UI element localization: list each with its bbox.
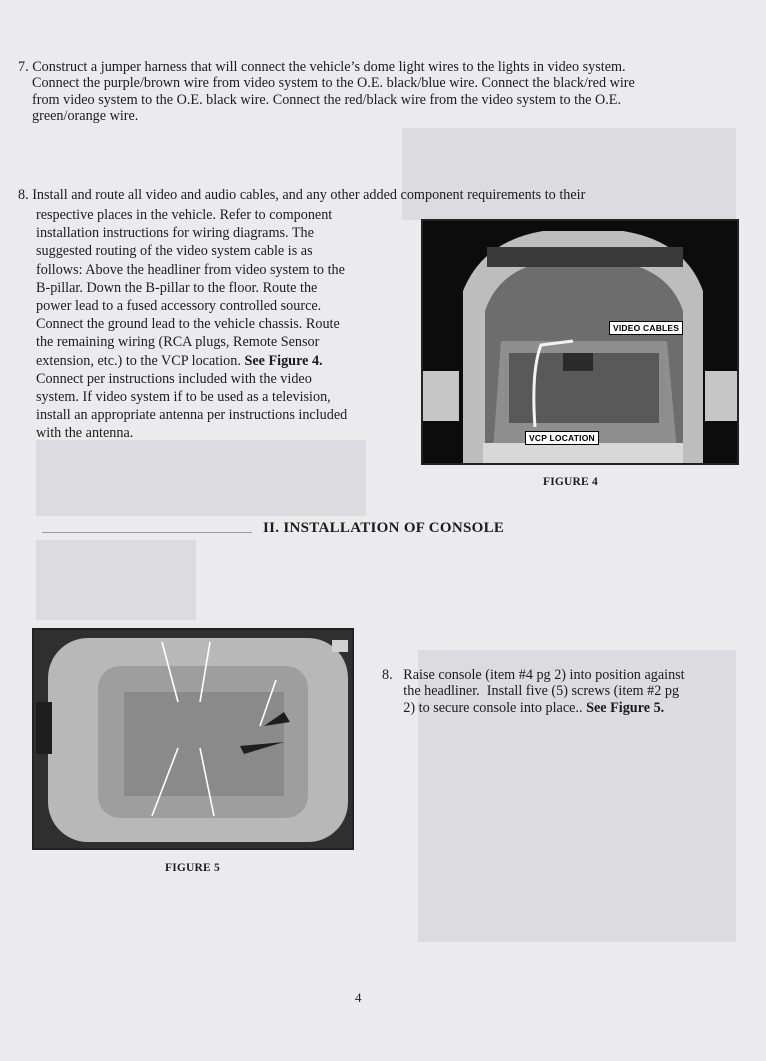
step-8-line: power lead to a fused accessory controlled source. [36, 298, 322, 315]
step-8-line: Connect the ground lead to the vehicle chassis. Route [36, 316, 340, 333]
step-8-line: install an appropriate antenna per instructions included [36, 407, 348, 424]
step-8-line: system. If video system if to be used as a television, [36, 389, 331, 406]
figure-4-reference: See Figure 4. [244, 352, 323, 369]
step-8-console-line: 8. Raise console (item #4 pg 2) into position against [382, 667, 685, 683]
step-8-console-line-text: 2) to secure console into place.. [382, 699, 587, 716]
step-8-line: installation instructions for wiring diagrams. The [36, 225, 314, 242]
step-8-line: Connect per instructions included with the video [36, 370, 312, 387]
section-title: II. INSTALLATION OF CONSOLE [263, 520, 505, 536]
step-7-line: from video system to the O.E. black wire. Connect the red/black wire from the video system to the O.E. [32, 91, 622, 108]
bleed-through-block [36, 540, 196, 620]
step-8-console-line: the headliner. Install five (5) screws (item #2 pg [382, 683, 680, 700]
step-8-console-line-with-ref [382, 700, 742, 716]
step-8-line: the remaining wiring (RCA plugs, Remote Sensor [36, 334, 320, 351]
bleed-through-block [36, 440, 366, 516]
figure-5-photo [32, 628, 354, 850]
figure-5-caption: FIGURE 5 [165, 862, 220, 874]
step-7-line: Connect the purple/brown wire from video system to the O.E. black/blue wire. Connect the black/red wire [32, 75, 635, 92]
figure-5-reference: See Figure 5. [586, 699, 665, 716]
page-number: 4 [355, 990, 362, 1005]
step-8-first-line: 8. Install and route all video and audio cables, and any other added component requirements to their [18, 187, 586, 203]
bleed-through-block [402, 128, 736, 220]
step-7-first-line: 7. Construct a jumper harness that will connect the vehicle’s dome light wires to the lights in video system. [18, 59, 626, 75]
section-divider [42, 532, 252, 533]
step-8-line: B-pillar. Down the B-pillar to the floor. Route the [36, 279, 318, 296]
step-8-line: follows: Above the headliner from video system to the [36, 261, 345, 278]
step-8-paragraph [36, 206, 406, 443]
headliner-console-illustration [34, 630, 352, 848]
figure-4-photo [421, 219, 739, 465]
step-8-console-paragraph [382, 667, 742, 716]
step-8-line: with the antenna. [36, 425, 134, 442]
figure-4-caption: FIGURE 4 [543, 476, 598, 488]
step-8-line: suggested routing of the video system cable is as [36, 243, 313, 260]
step-8-line-with-ref [36, 352, 406, 370]
step-7-line: green/orange wire. [32, 108, 139, 125]
step-7-paragraph [18, 59, 738, 125]
vcp-location-callout: VCP LOCATION [525, 431, 599, 445]
step-8-line: respective places in the vehicle. Refer to component [36, 207, 333, 223]
step-8-line-text: extension, etc.) to the VCP location. [36, 352, 245, 369]
vehicle-cargo-area-illustration [423, 221, 737, 463]
video-cables-callout: VIDEO CABLES [609, 321, 683, 335]
